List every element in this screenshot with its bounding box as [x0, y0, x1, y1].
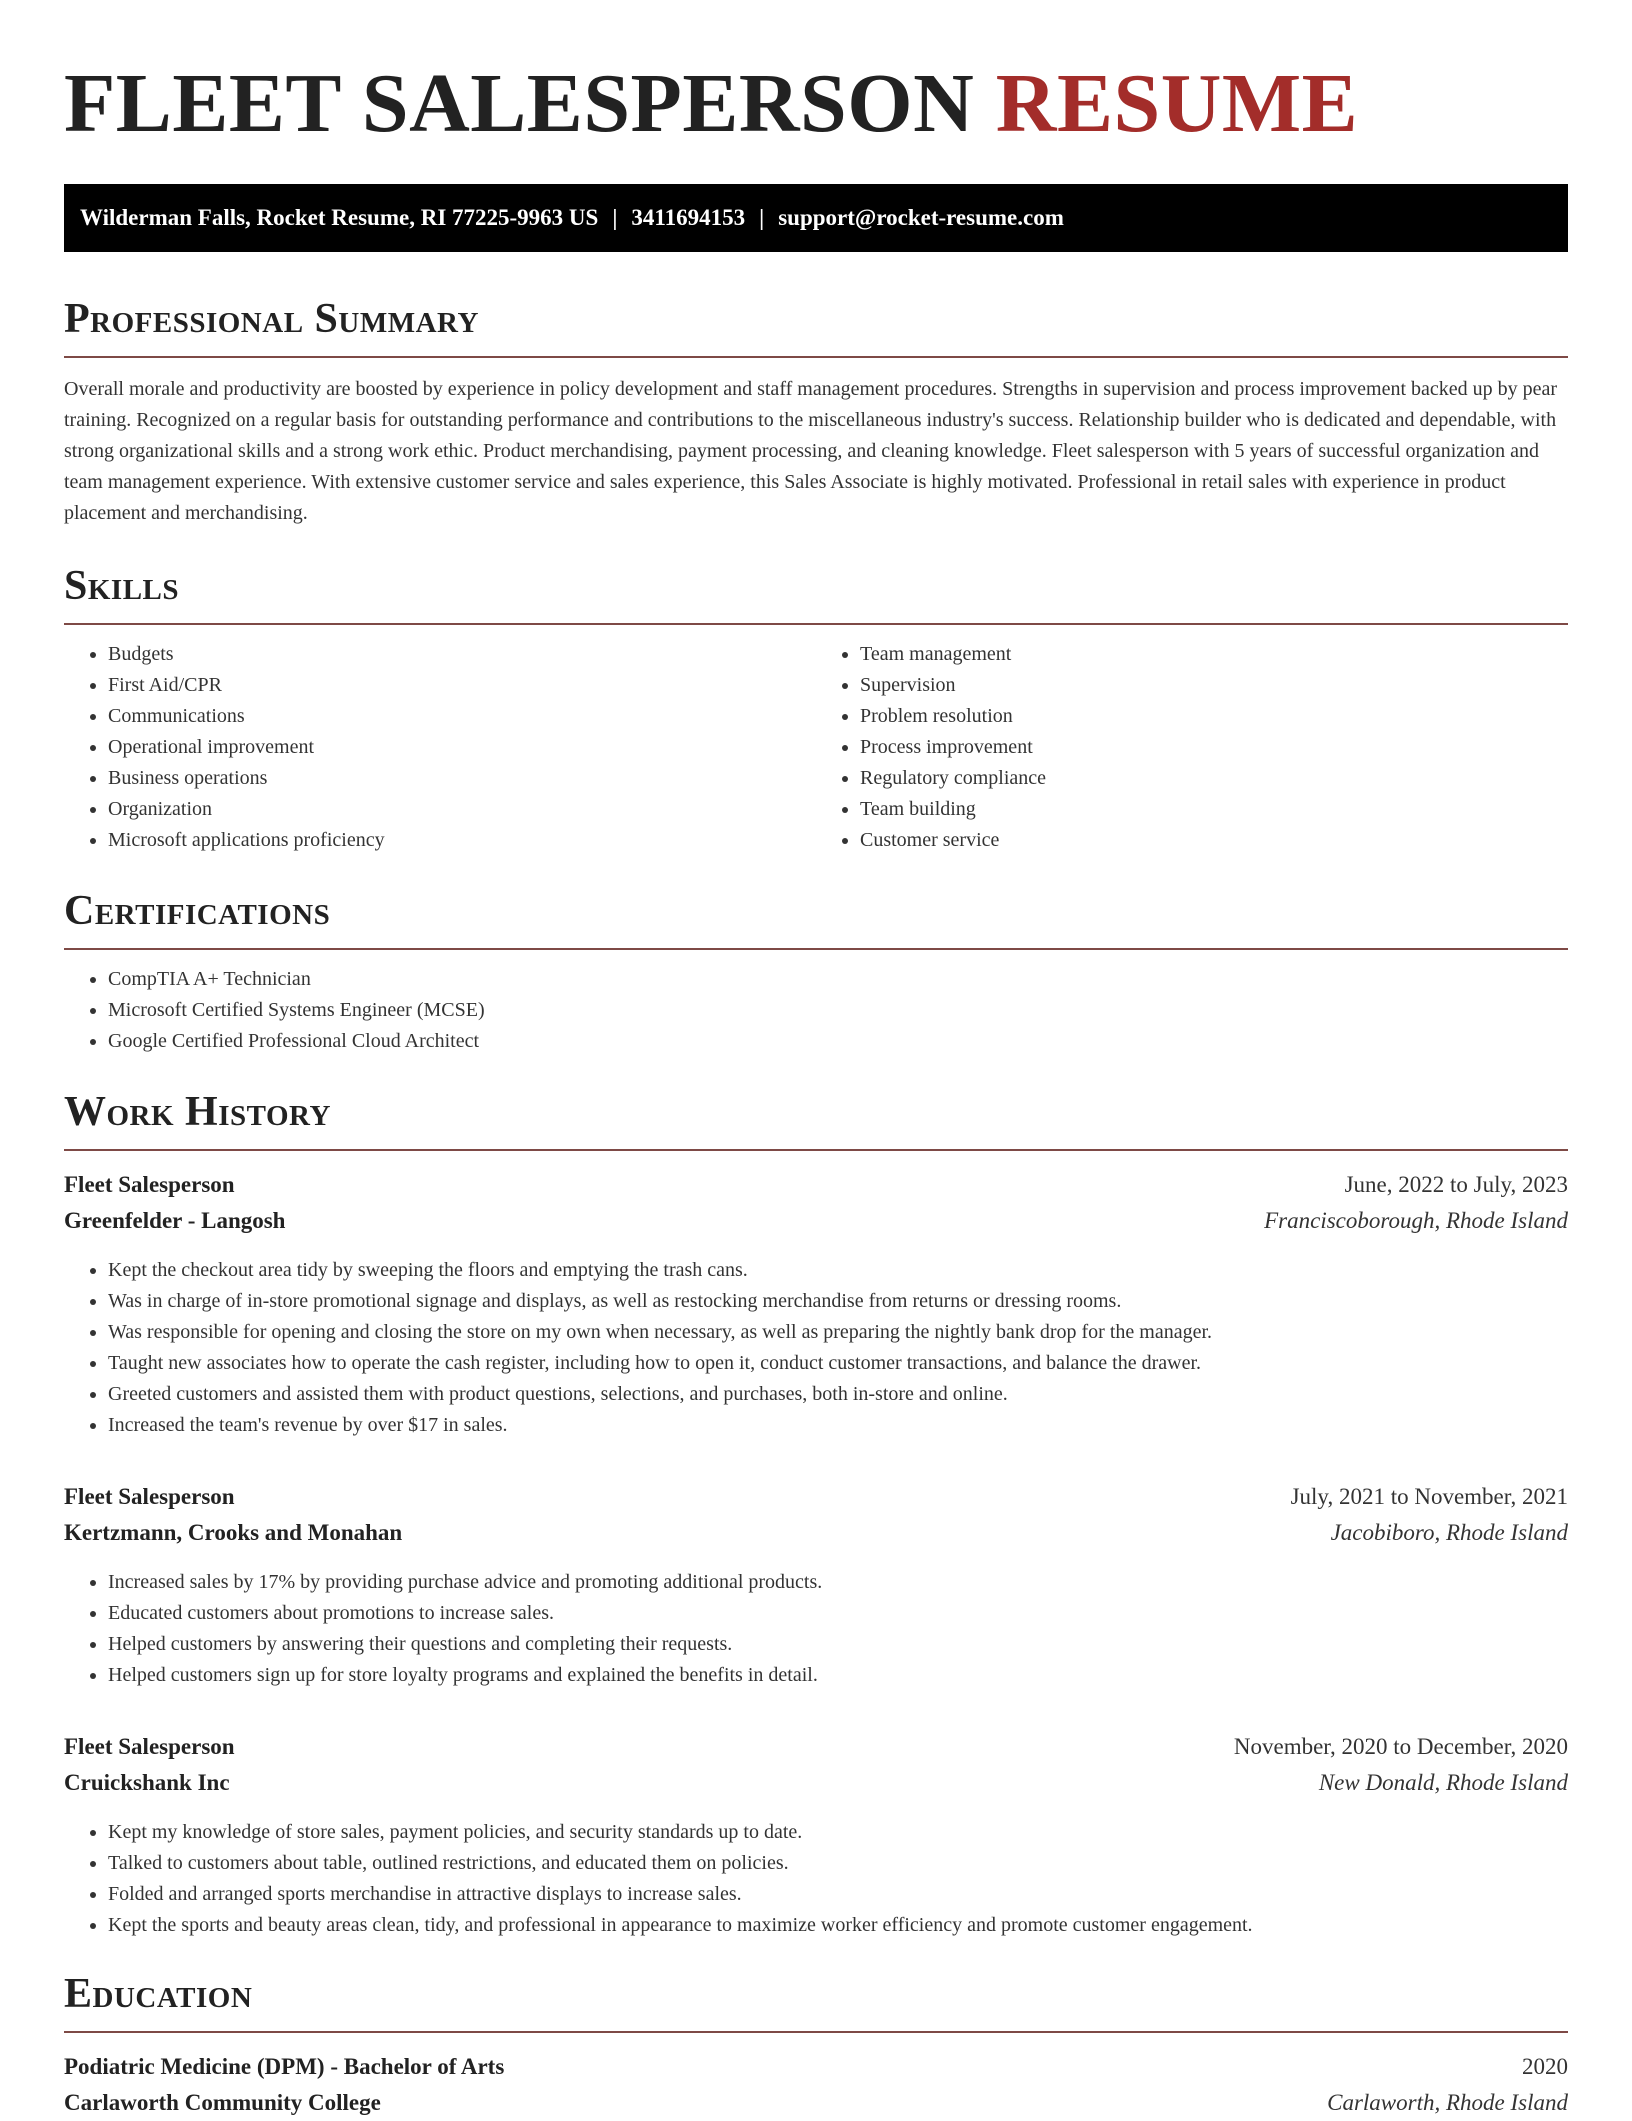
work-history-heading: Work History — [64, 1087, 1568, 1151]
education-location: Carlaworth, Rhode Island — [1327, 2090, 1568, 2115]
job-bullet: • Helped customers by answering their questions and completing their requests. — [108, 1629, 1568, 1660]
skill-item: • Process improvement — [860, 732, 1568, 763]
skill-item: • Microsoft applications proficiency — [108, 825, 816, 856]
job-bullet: • Talked to customers about table, outlined restrictions, and educated them on policies. — [108, 1848, 1568, 1879]
skill-item: • Customer service — [860, 825, 1568, 856]
skill-item: • Team management — [860, 639, 1568, 670]
job-title: Fleet Salesperson — [64, 1172, 235, 1197]
job-header-row — [64, 1167, 1568, 1203]
job-company-row — [64, 1515, 1568, 1551]
job-dates: June, 2022 to July, 2023 — [1344, 1172, 1568, 1197]
job-bullets — [64, 1817, 1568, 1941]
skill-item: • First Aid/CPR — [108, 670, 816, 701]
job-location: New Donald, Rhode Island — [1318, 1770, 1568, 1795]
summary-text: Overall morale and productivity are boosted by experience in policy development and staff management procedures. Strengths in supervision and process improvement backed up by pear training. Recognized on a regular basis for outstanding performance and contributions to the miscellaneous industry's success. Relationship builder who is dedicated and dependable, with strong organizational skills and a strong work ethic. Product merchandising, payment processing, and cleaning knowledge. Fleet salesperson with 5 years of successful organization and team management experience. With extensive customer service and sales experience, this Sales Associate is highly motivated. Professional in retail sales with experience in product placement and merchandising. — [64, 378, 1558, 524]
job-header-row — [64, 1479, 1568, 1515]
job-company: Kertzmann, Crooks and Monahan — [64, 1520, 403, 1545]
skill-item: • Organization — [108, 794, 816, 825]
contact-phone: 3411694153 — [631, 205, 746, 230]
job-dates: November, 2020 to December, 2020 — [1233, 1734, 1568, 1759]
contact-bar — [64, 184, 1568, 252]
skill-item: • Business operations — [108, 763, 816, 794]
job-bullet: • Kept the checkout area tidy by sweeping the floors and emptying the trash cans. — [108, 1255, 1568, 1286]
skills-heading: Skills — [64, 561, 1568, 625]
skill-item: • Operational improvement — [108, 732, 816, 763]
job-entry — [64, 1167, 1568, 1441]
job-bullet: • Kept my knowledge of store sales, payment policies, and security standards up to date. — [108, 1817, 1568, 1848]
education-degree-row — [64, 2049, 1568, 2085]
education-school: Carlaworth Community College — [64, 2090, 381, 2115]
certifications-list — [64, 964, 1568, 1057]
job-entry — [64, 1729, 1568, 1941]
education-year: 2020 — [1522, 2054, 1568, 2079]
certification-item: • Google Certified Professional Cloud Architect — [108, 1026, 1568, 1057]
job-bullet: • Helped customers sign up for store loyalty programs and explained the benefits in detail. — [108, 1660, 1568, 1691]
contact-separator: | — [612, 205, 618, 230]
job-header-row — [64, 1729, 1568, 1765]
skills-grid — [64, 625, 1568, 856]
job-bullets — [64, 1567, 1568, 1691]
contact-address: Wilderman Falls, Rocket Resume, RI 77225-9963 US — [80, 205, 599, 230]
title-accent: RESUME — [995, 57, 1359, 150]
title-main: FLEET SALESPERSON — [64, 57, 975, 150]
job-entry — [64, 1479, 1568, 1691]
job-dates: July, 2021 to November, 2021 — [1290, 1484, 1568, 1509]
education-degree: Podiatric Medicine (DPM) - Bachelor of Arts — [64, 2054, 505, 2079]
job-bullet: • Greeted customers and assisted them with product questions, selections, and purchases, both in-store and online. — [108, 1379, 1568, 1410]
certification-item: • Microsoft Certified Systems Engineer (MCSE) — [108, 995, 1568, 1026]
job-company: Greenfelder - Langosh — [64, 1208, 286, 1233]
job-title: Fleet Salesperson — [64, 1734, 235, 1759]
job-company-row — [64, 1203, 1568, 1239]
job-location: Franciscoborough, Rhode Island — [1264, 1208, 1568, 1233]
resume-title — [64, 0, 1568, 150]
skill-item: • Problem resolution — [860, 701, 1568, 732]
job-bullets — [64, 1255, 1568, 1441]
contact-separator: | — [759, 205, 765, 230]
contact-email: support@rocket-resume.com — [778, 205, 1064, 230]
job-bullet: • Taught new associates how to operate the cash register, including how to open it, conduct customer transactions, and balance the drawer. — [108, 1348, 1568, 1379]
skills-list-right — [816, 639, 1568, 856]
job-bullet: • Increased sales by 17% by providing purchase advice and promoting additional products. — [108, 1567, 1568, 1598]
job-bullet: • Kept the sports and beauty areas clean, tidy, and professional in appearance to maximize worker efficiency and promote customer engagement. — [108, 1910, 1568, 1941]
skill-item: • Budgets — [108, 639, 816, 670]
skill-item: • Supervision — [860, 670, 1568, 701]
certifications-heading: Certifications — [64, 886, 1568, 950]
education-heading: Education — [64, 1969, 1568, 2033]
education-entry — [64, 2049, 1568, 2121]
certification-item: • CompTIA A+ Technician — [108, 964, 1568, 995]
job-title: Fleet Salesperson — [64, 1484, 235, 1509]
skill-item: • Regulatory compliance — [860, 763, 1568, 794]
summary-heading: Professional Summary — [64, 294, 1568, 358]
job-bullet: • Was responsible for opening and closing the store on my own when necessary, as well as preparing the nightly bank drop for the manager. — [108, 1317, 1568, 1348]
job-bullet: • Was in charge of in-store promotional signage and displays, as well as restocking merchandise from returns or dressing rooms. — [108, 1286, 1568, 1317]
job-company: Cruickshank Inc — [64, 1770, 230, 1795]
education-school-row — [64, 2085, 1568, 2121]
job-bullet: • Increased the team's revenue by over $17 in sales. — [108, 1410, 1568, 1441]
job-location: Jacobiboro, Rhode Island — [1330, 1520, 1568, 1545]
job-bullet: • Educated customers about promotions to increase sales. — [108, 1598, 1568, 1629]
job-bullet: • Folded and arranged sports merchandise in attractive displays to increase sales. — [108, 1879, 1568, 1910]
skill-item: • Team building — [860, 794, 1568, 825]
job-company-row — [64, 1765, 1568, 1801]
skill-item: • Communications — [108, 701, 816, 732]
skills-list-left — [64, 639, 816, 856]
